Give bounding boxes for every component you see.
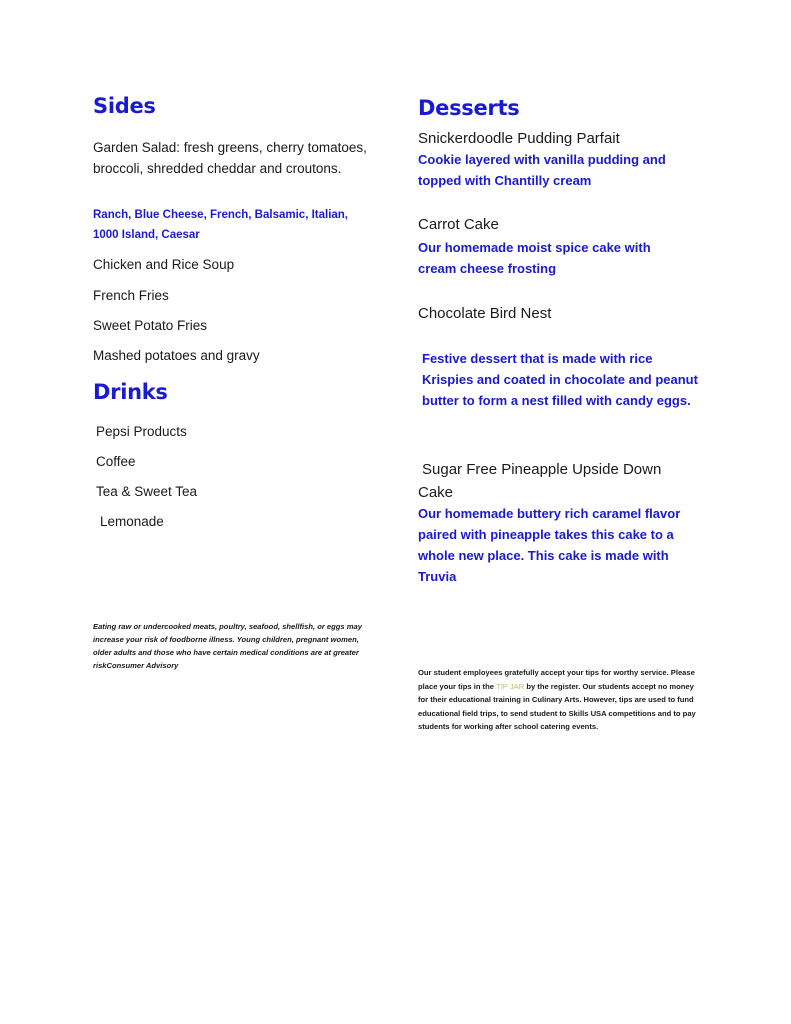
dessert-desc-pineapple-cake: Our homemade buttery rich caramel flavor paired with pineapple takes this cake to a whole new place. This cake is made with Truvia xyxy=(418,506,681,584)
tips-text-before: Our student employees gratefully accept your tips for worthy service. Please place your tips in the xyxy=(418,668,695,691)
dessert-title-parfait: Snickerdoodle Pudding Parfait xyxy=(418,130,620,147)
side-item-french-fries: French Fries xyxy=(93,288,169,303)
tip-jar-label: TIP JAR xyxy=(496,681,525,691)
dessert-title-pineapple-cake: Sugar Free Pineapple Upside Down Cake xyxy=(418,461,662,501)
dessert-desc-parfait: Cookie layered with vanilla pudding and topped with Chantilly cream xyxy=(418,152,666,188)
dessert-title-bird-nest: Chocolate Bird Nest xyxy=(418,305,552,322)
dessert-desc-bird-nest: Festive dessert that is made with rice Krispies and coated in chocolate and peanut butter to form a nest filled with candy eggs. xyxy=(422,351,698,408)
tips-notice xyxy=(418,666,703,734)
dessert-desc-carrot-cake: Our homemade moist spice cake with cream cheese frosting xyxy=(418,240,651,276)
side-item-sweet-potato-fries: Sweet Potato Fries xyxy=(93,318,208,333)
sides-heading: Sides xyxy=(93,94,156,118)
drink-item-lemonade: Lemonade xyxy=(100,514,164,529)
garden-salad: Garden Salad: fresh greens, cherry tomatoes, broccoli, shredded cheddar and croutons. xyxy=(93,140,367,176)
consumer-advisory: Eating raw or undercooked meats, poultry, seafood, shellfish, or eggs may increase your risk of foodborne illness. Young children, pregnant women, older adults and those who have certain medical conditions are at greater riskConsumer Advisory xyxy=(93,622,362,670)
drink-item-pepsi: Pepsi Products xyxy=(96,424,187,439)
tips-text-after: by the register. Our students accept no money for their educational training in Culinary Arts. However, tips are used to fund educational field trips, to send student to Skills USA competitions and to pay students for working after school catering events. xyxy=(418,681,696,731)
drink-item-coffee: Coffee xyxy=(96,454,136,469)
side-item-mashed-potatoes: Mashed potatoes and gravy xyxy=(93,348,260,363)
drink-item-tea: Tea & Sweet Tea xyxy=(96,484,198,499)
drinks-heading: Drinks xyxy=(93,380,168,404)
dressing-options: Ranch, Blue Cheese, French, Balsamic, Italian, 1000 Island, Caesar xyxy=(93,209,349,241)
dessert-title-carrot-cake: Carrot Cake xyxy=(418,216,499,233)
side-item-soup: Chicken and Rice Soup xyxy=(93,257,235,272)
desserts-heading: Desserts xyxy=(418,96,520,120)
